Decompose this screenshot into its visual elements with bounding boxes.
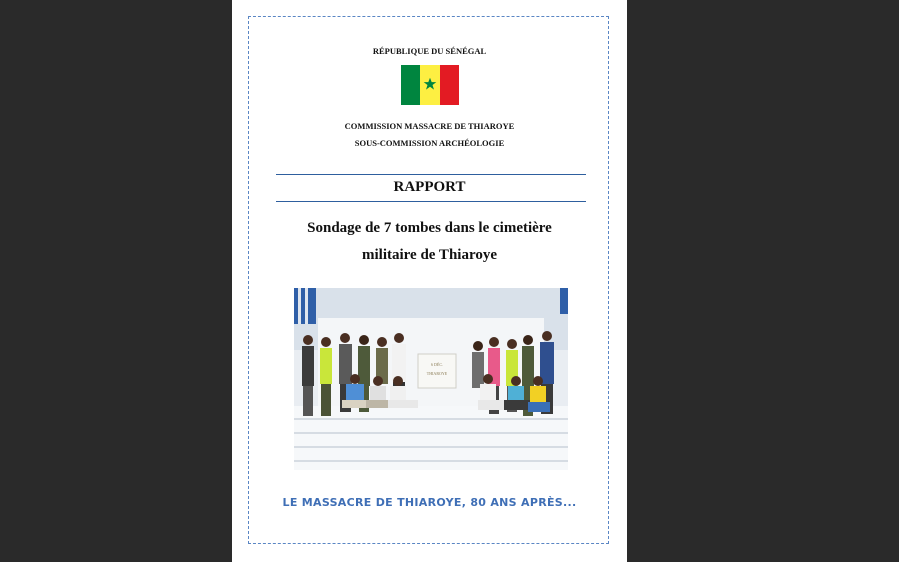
subtitle-line-2: militaire de Thiaroye — [362, 247, 497, 263]
group-photo — [294, 288, 568, 470]
document-page — [232, 0, 627, 562]
plaque-line-1: 6 DÉC. — [431, 362, 443, 367]
title-rule-bottom — [276, 201, 586, 202]
report-title: RAPPORT — [393, 179, 466, 195]
commission-name: COMMISSION MASSACRE DE THIAROYE — [344, 121, 515, 131]
plaque-line-2: THIAROYE — [426, 371, 448, 376]
senegal-flag — [401, 65, 459, 105]
tagline: LE MASSACRE DE THIAROYE, 80 ANS APRÈS... — [282, 496, 577, 509]
star-icon — [423, 77, 437, 91]
commission-block — [232, 118, 627, 152]
title-rule-top — [276, 174, 586, 175]
republic-heading: RÉPUBLIQUE DU SÉNÉGAL — [372, 46, 487, 56]
subcommission-name: SOUS-COMMISSION ARCHÉOLOGIE — [354, 138, 505, 148]
subtitle-line-1: Sondage de 7 tombes dans le cimetière — [307, 220, 552, 236]
report-subtitle — [232, 215, 627, 269]
